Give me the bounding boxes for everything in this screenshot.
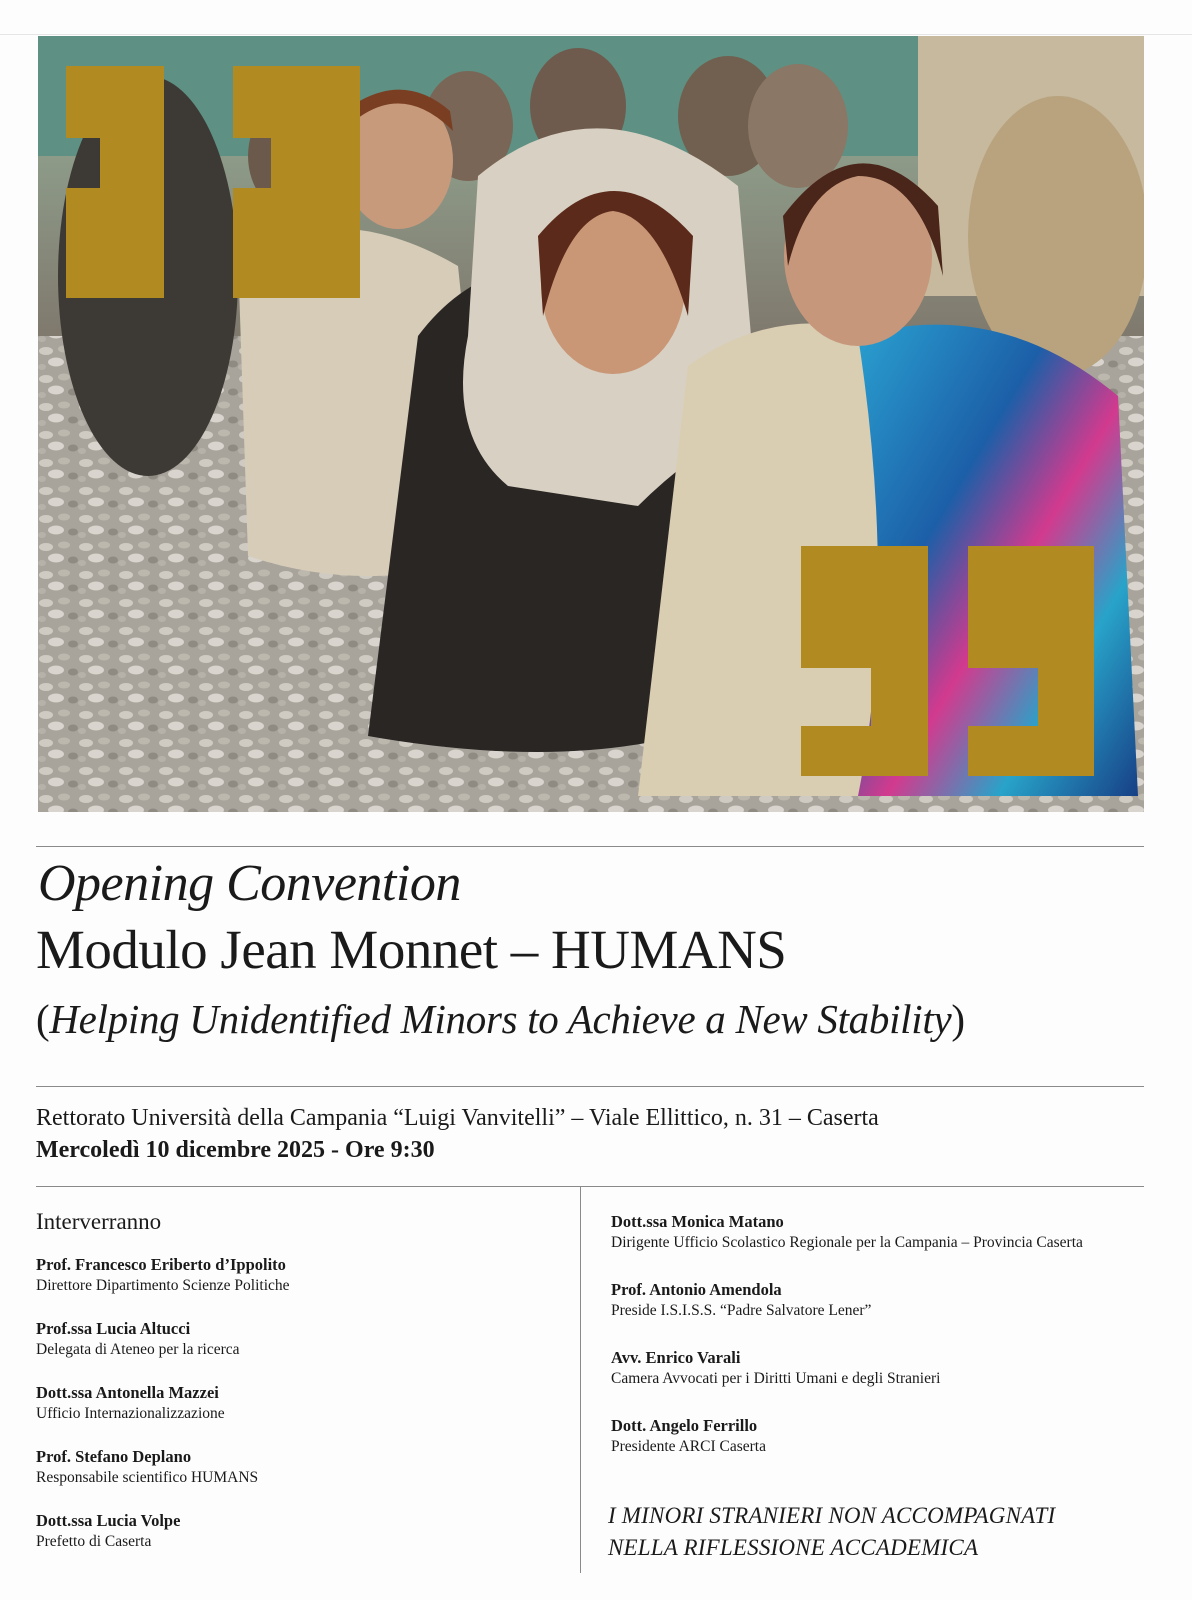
speaker-name: Dott.ssa Monica Matano [611,1212,784,1231]
column-divider [580,1187,581,1573]
speaker-role: Delegata di Ateneo per la ricerca [36,1340,240,1358]
top-divider [0,34,1192,35]
subtitle-open-paren: ( [36,996,50,1042]
speaker-name: Dott.ssa Antonella Mazzei [36,1383,219,1402]
speaker-role: Camera Avvocati per i Diritti Umani e degli Stranieri [611,1369,941,1387]
speaker-name: Avv. Enrico Varali [611,1348,741,1367]
speakers-left-column [36,1210,566,1575]
speaker-entry [36,1511,566,1551]
speaker-role: Presidente ARCI Caserta [611,1437,766,1455]
speaker-name: Prof. Francesco Eriberto d’Ippolito [36,1255,286,1274]
speaker-entry [36,1447,566,1487]
speakers-heading: Interverranno [36,1209,162,1234]
speaker-name: Dott.ssa Lucia Volpe [36,1511,181,1530]
speaker-entry [611,1212,1171,1252]
speaker-role: Dirigente Ufficio Scolastico Regionale per la Campania – Provincia Caserta [611,1233,1083,1251]
divider-rule [36,846,1144,847]
hero-photo-children [38,36,1144,812]
speakers-right-column [611,1212,1171,1484]
speaker-role: Responsabile scientifico HUMANS [36,1468,259,1486]
speaker-entry [36,1319,566,1359]
motto-line: I MINORI STRANIERI NON ACCOMPAGNATI [608,1503,1056,1528]
speaker-entry [611,1348,1171,1388]
speaker-name: Dott. Angelo Ferrillo [611,1416,758,1435]
speaker-entry [611,1416,1171,1456]
speaker-role: Prefetto di Caserta [36,1532,152,1550]
motto-line: NELLA RIFLESSIONE ACCADEMICA [608,1535,979,1561]
speaker-entry [611,1280,1171,1320]
event-title: Modulo Jean Monnet – HUMANS [36,919,787,980]
speaker-role: Preside I.S.I.S.S. “Padre Salvatore Lener” [611,1301,872,1319]
speaker-entry [36,1255,566,1295]
subtitle-text: Helping Unidentified Minors to Achieve a New Stability [49,996,952,1042]
speaker-name: Prof.ssa Lucia Altucci [36,1319,191,1338]
event-date: Mercoledì 10 dicembre 2025 - Ore 9:30 [36,1137,435,1163]
divider-rule [36,1186,1144,1187]
speaker-entry [36,1383,566,1423]
subtitle-close-paren: ) [951,996,965,1042]
event-venue: Rettorato Università della Campania “Luigi Vanvitelli” – Viale Ellittico, n. 31 – Caserta [36,1105,879,1131]
event-subtitle [36,996,965,1043]
speaker-role: Direttore Dipartimento Scienze Politiche [36,1276,290,1294]
speaker-role: Ufficio Internazionalizzazione [36,1404,225,1422]
speaker-name: Prof. Stefano Deplano [36,1447,192,1466]
event-kicker: Opening Convention [38,855,461,912]
divider-rule [36,1086,1144,1087]
speaker-name: Prof. Antonio Amendola [611,1280,782,1299]
event-motto [608,1500,1055,1564]
